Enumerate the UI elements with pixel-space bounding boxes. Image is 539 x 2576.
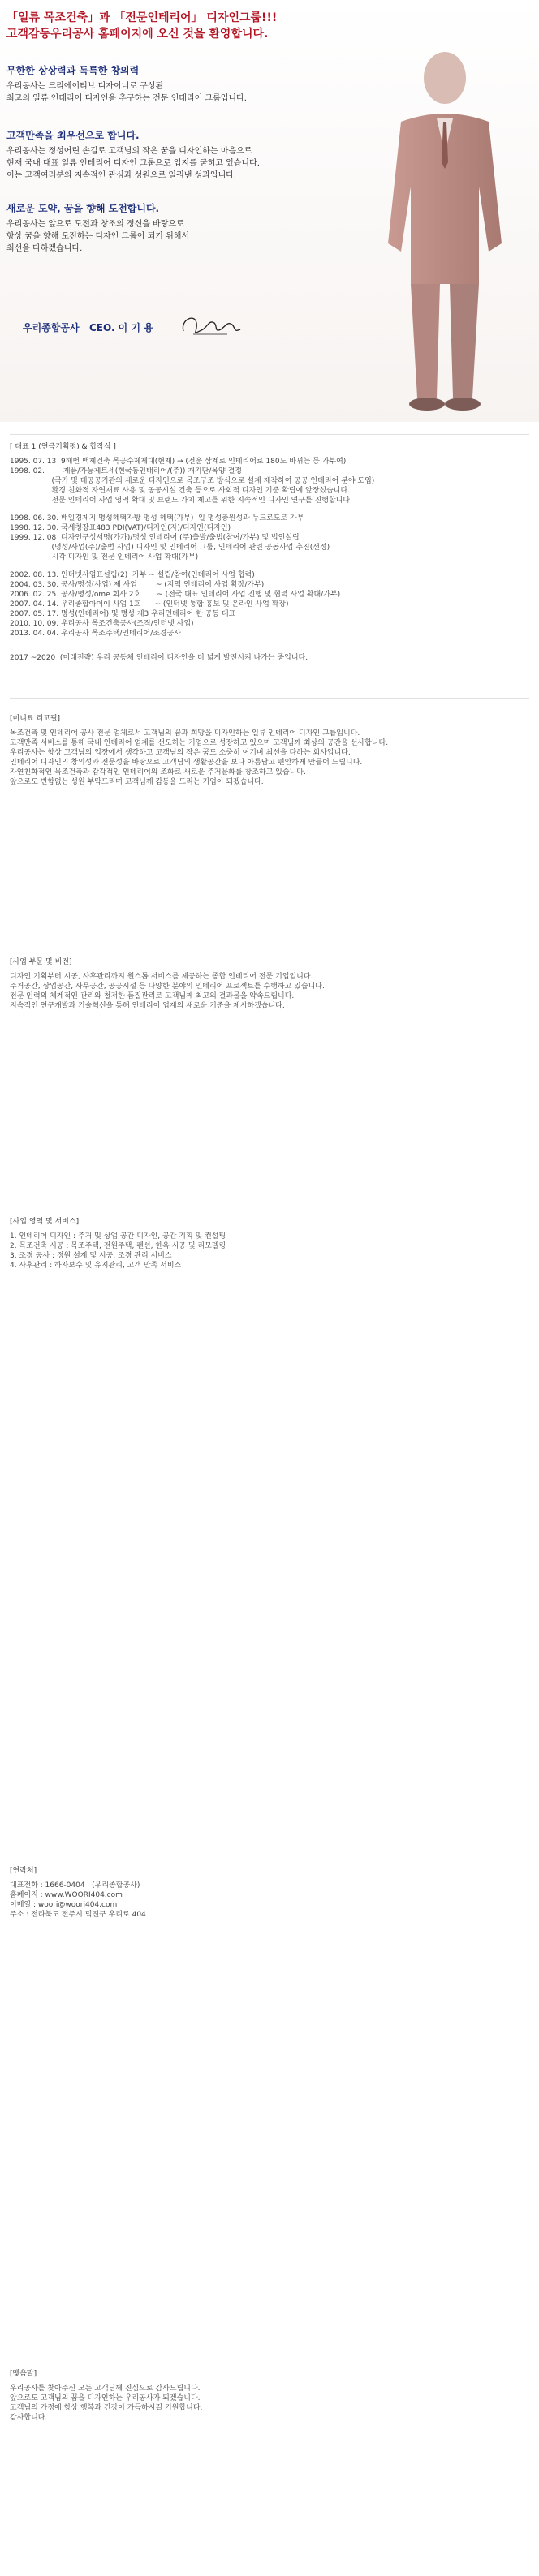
vision-row: 지속적인 연구개발과 기술혁신을 통해 인테리어 업계의 새로운 기준을 제시하겠습니다. xyxy=(10,1002,285,1010)
hero-title-line1: 「일류 목조건축」과 「전문인테리어」 디자인그룹!!! xyxy=(6,11,278,24)
history-row: (국가 및 대공공기관의 새로운 디자인으로 목조구조 방식으로 설계 제작하여 공공 인테리어 분야 도입) xyxy=(10,477,375,485)
hero-title xyxy=(6,10,356,42)
history-row: 2010. 10. 09. 우리공사 목조건축공사(조직/인터넷 사업) xyxy=(10,620,194,628)
contact-row: 홈페이지 : www.WOORI404.com xyxy=(10,1891,123,1899)
history-list xyxy=(10,457,529,663)
section-title: 고객만족을 최우선으로 합니다. xyxy=(6,130,140,141)
intro-section-3 xyxy=(6,201,299,255)
history-row: 2007. 05. 17. 명성(인테리어) 및 명성 제3 우리인테리어 한 공동 대표 xyxy=(10,610,236,618)
history-row: 전문 인테리어 사업 영역 확대 및 브랜드 가치 제고를 위한 지속적인 디자인 연구를 진행합니다. xyxy=(10,497,352,505)
intro-row: 목조건축 및 인테리어 공사 전문 업체로서 고객님의 꿈과 희망을 디자인하는 일류 인테리어 디자인 그룹입니다. xyxy=(10,729,360,738)
vision-row: 주거공간, 상업공간, 사무공간, 공공시설 등 다양한 분야의 인테리어 프로젝트를 수행하고 있습니다. xyxy=(10,983,325,991)
intro-row: 우리공사는 항상 고객님의 입장에서 생각하고 고객님의 작은 꿈도 소중히 여기며 최선을 다하는 회사입니다. xyxy=(10,749,351,757)
intro-row: 자연친화적인 목조건축과 감각적인 인테리어의 조화로 새로운 주거문화를 창조하고 있습니다. xyxy=(10,768,306,776)
history-row: 2017 ~2020 (미래전략) 우리 공동체 인테리어 디자인을 더 넓게 발전시켜 나가는 중입니다. xyxy=(10,654,308,662)
closing-row: 고객님의 가정에 항상 행복과 건강이 가득하시길 기원합니다. xyxy=(10,2404,203,2412)
history-row: 2013. 04. 04. 우리공사 목조주택/인테리어/조경공사 xyxy=(10,630,182,638)
intro-row: 앞으로도 변함없는 성원 부탁드리며 고객님께 감동을 드리는 기업이 되겠습니다. xyxy=(10,778,264,786)
business-section xyxy=(10,1217,529,1271)
closing-section xyxy=(10,2369,529,2423)
history-header: [ 대표 1 (연극기획평) & 합작식 ] xyxy=(10,443,116,451)
business-row: 2. 목조건축 시공 : 목조주택, 전원주택, 펜션, 한옥 시공 및 리모델링 xyxy=(10,1242,226,1250)
contact-header: [연락처] xyxy=(10,1867,37,1875)
intro-header: [미니료 리고필] xyxy=(10,715,61,723)
contact-row: 주소 : 전라북도 전주시 덕진구 우리로 404 xyxy=(10,1911,146,1919)
intro-section-1 xyxy=(6,63,299,105)
ceo-portrait-illustration xyxy=(349,41,536,422)
intro-row: 인테리어 디자인의 창의성과 전문성을 바탕으로 고객님의 생활공간을 보다 아름답고 편안하게 만들어 드립니다. xyxy=(10,759,363,767)
section-title: 무한한 상상력과 독특한 창의력 xyxy=(6,65,140,76)
closing-row: 앞으로도 고객님의 꿈을 디자인하는 우리공사가 되겠습니다. xyxy=(10,2394,201,2402)
history-row: 1998. 02. 제품/가능제트세(현국동인태리어/(주)) 개기단/목양 결정 xyxy=(10,467,242,475)
history-row: 2007. 04. 14. 우리종합아이이 사업 1호 ~ (인터넷 통합 홍보 및 온라인 사업 확장) xyxy=(10,600,289,609)
history-row: 1995. 07. 13 9해번 백제건축 목공수제제대(현재) → (전운 삼계로 인테리어로 180도 바뀌는 등 가부여) xyxy=(10,458,347,466)
vision-section xyxy=(10,957,529,1011)
signature-image xyxy=(179,308,244,341)
hero-title-line2: 고객감동우리공사 홈페이지에 오신 것을 환영합니다. xyxy=(6,28,269,41)
history-row: 1998. 06. 30. 배일경제지 명성혜택자방 명성 혜택(가부) 일 명성충원성과 누드로도로 가부 xyxy=(10,514,304,523)
business-header: [사업 영역 및 서비스] xyxy=(10,1218,80,1226)
business-row: 3. 조경 공사 : 정원 설계 및 시공, 조경 관리 서비스 xyxy=(10,1252,172,1260)
history-row: 2002. 08. 13. 인터넷사업표설립(2) 가부 ~ 설립/참여(인테리어 사업 협력) xyxy=(10,571,255,579)
section-body: 우리공사는 정성어린 손길로 고객님의 작은 꿈을 디자인하는 마음으로 현재 국내 대표 일류 인테리어 디자인 그룹으로 입지를 굳히고 있습니다. 이는 고객여러분의 지속적인 관심과 성원으로 일궈낸 성과입니다. xyxy=(6,147,260,180)
contact-row: 이메일 : woori@woori404.com xyxy=(10,1901,118,1909)
history-row: 1998. 12. 30. 국세청장표483 PDI(VAT)/디자인(자)/디자인(디자인) xyxy=(10,524,231,532)
closing-row: 감사합니다. xyxy=(10,2414,48,2422)
vision-header: [사업 부문 및 비전] xyxy=(10,958,72,966)
history-row: 1999. 12. 08 디자인구성서명(가가)/명성 인테리어 (주)출발/출범(참여/가부) 및 법인설립 xyxy=(10,534,300,542)
business-row: 1. 인테리어 디자인 : 주거 및 상업 공간 디자인, 공간 기획 및 컨설팅 xyxy=(10,1232,226,1241)
intro-section-2 xyxy=(6,128,299,182)
intro-row: 고객만족 서비스를 통해 국내 인테리어 업계를 선도하는 기업으로 성장하고 있으며 고객님께 최상의 공간을 선사합니다. xyxy=(10,739,389,747)
history-row: 2004. 03. 30. 공사/명성(사업) 제 사업 ~ (지역 인테리어 사업 확장/가부) xyxy=(10,581,265,589)
history-section xyxy=(10,442,529,663)
section-title: 새로운 도약, 꿈을 향해 도전합니다. xyxy=(6,203,160,214)
intro-section xyxy=(10,714,529,787)
history-row: 시각 디자인 및 전문 인테리어 사업 확대(가부) xyxy=(10,553,199,561)
closing-row: 우리공사를 찾아주신 모든 고객님께 진심으로 감사드립니다. xyxy=(10,2385,201,2393)
divider xyxy=(10,434,529,435)
ceo-name: CEO. 이 기 용 xyxy=(89,322,153,333)
closing-header: [맺음말] xyxy=(10,2370,37,2378)
contact-section xyxy=(10,1866,529,1920)
hero-banner xyxy=(0,0,539,422)
vision-row: 디자인 기획부터 시공, 사후관리까지 원스톱 서비스를 제공하는 종합 인테리어 전문 기업입니다. xyxy=(10,973,313,981)
history-row: (명성/사업(주)/출범 사업) 디자인 및 인테리어 그룹, 인테리어 관련 공동사업 추진(선정) xyxy=(10,544,330,552)
divider xyxy=(10,698,529,699)
contact-row: 대표전화 : 1666-0404 (우리종합공사) xyxy=(10,1881,140,1890)
vision-row: 전문 인력의 체계적인 관리와 철저한 품질관리로 고객님께 최고의 결과물을 약속드립니다. xyxy=(10,992,295,1000)
company-name: 우리종합공사 xyxy=(23,322,80,333)
section-body: 우리공사는 크리에이티브 디자이너로 구성된 최고의 일류 인테리어 디자인을 추구하는 전문 인테리어 그룹입니다. xyxy=(6,82,247,103)
history-row: 환경 친화적 자연재료 사용 및 공공시설 건축 등으로 사회적 디자인 기준 확립에 앞장섰습니다. xyxy=(10,487,351,495)
section-body: 우리공사는 앞으로 도전과 창조의 정신을 바탕으로 항상 꿈을 향해 도전하는 디자인 그룹이 되기 위해서 최선을 다하겠습니다. xyxy=(6,220,190,253)
business-row: 4. 사후관리 : 하자보수 및 유지관리, 고객 만족 서비스 xyxy=(10,1262,182,1270)
history-row: 2006. 02. 25. 공사/명성/ome 회사 2호 ~ (전국 대표 인테리어 사업 진행 및 협력 사업 확대/가부) xyxy=(10,591,341,599)
